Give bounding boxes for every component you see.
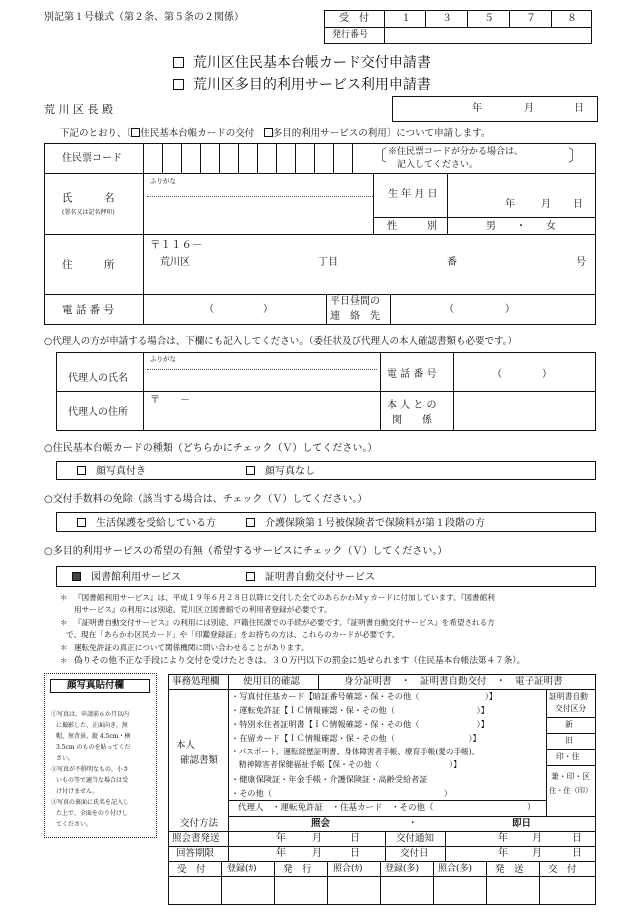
- inquiry-year: 年: [276, 833, 286, 844]
- stamp-header: 受 付: [177, 864, 206, 875]
- issue-no-label: 発行番号: [332, 30, 369, 40]
- deadline-day: 日: [350, 848, 360, 859]
- name-label: 氏 名: [62, 192, 115, 204]
- fee-opt1[interactable]: 生活保護を受給している方: [77, 518, 216, 529]
- sex-female[interactable]: 女: [546, 221, 556, 232]
- reception-col: ７: [526, 13, 536, 24]
- photo-checkbox[interactable]: [77, 466, 86, 475]
- services-opt1[interactable]: 図書館利用サービス: [72, 572, 181, 583]
- title2-checkbox[interactable]: [173, 79, 184, 90]
- id-label1: 本人: [176, 740, 196, 751]
- code-note2: 記入してください。: [397, 160, 479, 170]
- note-line: 用サービス』の利用には別途、荒川区立図書館での利用者登録が必要です。: [74, 605, 332, 614]
- id-item: ・特別永住者証明書【ＩＣ情報確認・保・その他（ ）】: [231, 719, 489, 729]
- deadline-year: 年: [276, 848, 286, 859]
- reception-col: ３: [442, 13, 452, 24]
- issue-month: 月: [532, 848, 542, 859]
- issue-date-label: 交付日: [400, 848, 429, 859]
- photo-title: 顔写真貼付欄: [67, 680, 125, 691]
- fee-opt2[interactable]: 介護保険第１号被保険者で保険料が第１段階の方: [246, 518, 485, 529]
- note-mark: ＊: [60, 656, 68, 665]
- proxy-paren-open: （: [492, 369, 502, 380]
- birth-label: 生 年 月 日: [388, 189, 438, 200]
- reception-col: ５: [484, 13, 494, 24]
- inquiry-day: 日: [350, 833, 360, 844]
- note-mark: ＊: [60, 593, 68, 602]
- right-col-text: 住・住（印）: [549, 786, 593, 795]
- code-label: 住民票コード: [62, 153, 122, 164]
- proxy-relation-label2: 関 係: [392, 415, 432, 426]
- notice-day: 日: [572, 833, 582, 844]
- proxy-postal: 〒 －: [150, 395, 190, 406]
- library-checkbox[interactable]: [72, 572, 81, 581]
- photo-note: いもの等で適当な場合は受: [56, 777, 129, 784]
- proxy-heading: ○代理人の方が申請する場合は、下欄にも記入してください。（委任状及び代理人の本人確認書類も必要です。）: [44, 336, 518, 347]
- contact-paren-open: （: [444, 304, 454, 315]
- id-item: ・運転免許証【ＩＣ情報確認・保・その他（ ）】: [231, 705, 489, 715]
- purpose-label: 使用目的確認: [243, 676, 301, 687]
- proxy-furigana-label: ふりがな: [150, 355, 176, 363]
- photo-note: た上で、全面をのり付けし: [56, 810, 128, 817]
- card-type-opt1[interactable]: 顔写真付き: [77, 466, 146, 477]
- sex-label: 性 別: [387, 221, 437, 232]
- notice-month: 月: [532, 833, 542, 844]
- deadline-label: 回答期限: [176, 848, 215, 859]
- ward-text: 荒川区: [160, 257, 190, 268]
- proxy-relation-label1: 本 人 と の: [387, 400, 437, 411]
- welfare-checkbox[interactable]: [77, 518, 86, 527]
- photo-note: 3.5cm のものを貼ってくだ: [56, 744, 131, 751]
- id-item: ・その他（ ）: [231, 788, 453, 798]
- services-opt2[interactable]: 証明書自動交付サービス: [246, 572, 375, 583]
- purpose-items: 身分証明書 ・ 証明書自動交付 ・ 電子証明書: [344, 676, 563, 687]
- method-dot: ・: [408, 818, 418, 829]
- proxy-paren-close: ）: [542, 369, 552, 380]
- stamp-header: 照合(ｶ): [333, 864, 363, 874]
- inquiry-month: 月: [312, 833, 322, 844]
- card-type-opt2[interactable]: 顔写真なし: [246, 466, 315, 477]
- chome-text: 丁目: [318, 257, 338, 268]
- code-note1: ※住民票コードが分かる場合は、: [388, 147, 524, 157]
- photo-note: け付けません。: [56, 788, 99, 795]
- intro-card-checkbox[interactable]: [131, 128, 140, 137]
- reception-col: ８: [567, 13, 577, 24]
- phone-paren-close: ）: [263, 304, 273, 315]
- phone-label: 電 話 番 号: [62, 304, 115, 316]
- note-line: 『図書館利用サービス』は、平成１９年６月２８日以降に交付した全てのあらかわＭｙカードに付加しています。『図書館利: [74, 593, 495, 602]
- form-id: 別記第１号様式（第２条、第５条の２関係）: [44, 12, 244, 23]
- stamp-header: 発 送: [495, 864, 524, 875]
- proxy-phone-label: 電 話 番 号: [387, 369, 437, 380]
- reception-label: 受 付: [339, 13, 369, 24]
- reception-col: １: [401, 13, 411, 24]
- date-year: 年: [472, 103, 482, 114]
- go-text: 号: [576, 257, 586, 268]
- right-col-text: 新: [565, 720, 573, 729]
- title-line1: 荒川区住民基本台帳カード交付申請書: [173, 56, 431, 70]
- issue-year: 年: [498, 848, 508, 859]
- stamp-header: 照合(多): [438, 864, 473, 874]
- method-same-day: 即日: [512, 818, 532, 829]
- photo-note: ②写真が不鮮明なもの、小さ: [51, 766, 129, 773]
- day-contact-label1: 平日昼間の: [330, 296, 380, 307]
- ban-text: 番: [447, 257, 457, 268]
- notice-label: 交付通知: [396, 833, 435, 844]
- addressee: 荒 川 区 長 殿: [44, 103, 113, 116]
- note-line: 『証明書自動交付サービス』の利用には別途、戸籍住民課での手続が必要です。『証明書自動交付サービス』を希望される方: [74, 618, 495, 627]
- birth-year: 年: [505, 199, 515, 210]
- notice-year: 年: [498, 833, 508, 844]
- office-header: 事務処理欄: [172, 676, 220, 687]
- id-item: ・パスポート、運転経歴証明書、身体障害者手帳、療育手帳(愛の手帳)、: [231, 747, 480, 756]
- issue-day: 日: [572, 848, 582, 859]
- fee-heading: ○交付手数料の免除（該当する場合は、チェック（Ｖ）してください。）: [44, 494, 368, 505]
- photo-note: ③写真の裏面に氏名を記入し: [51, 799, 130, 806]
- id-label2: 確認書類: [180, 755, 219, 766]
- note-line: 運転免許証の真正について関係機関に問い合わせることがあります。: [74, 643, 309, 652]
- proxy-address-label: 代理人の住所: [68, 407, 128, 418]
- deadline-month: 月: [312, 848, 322, 859]
- phone-paren-open: （: [204, 304, 214, 315]
- method-inquiry: 照会: [311, 818, 331, 829]
- stamp-header: 登録(ｶ): [227, 864, 257, 874]
- note-mark: ＊: [60, 618, 68, 627]
- contact-paren-close: ）: [505, 304, 515, 315]
- note-line: で、現在「あらかわ区民カード」や「印鑑登録証」をお持ちの方は、これらのカードが必要です。: [66, 630, 400, 639]
- date-month: 月: [524, 103, 534, 114]
- no-photo-checkbox[interactable]: [246, 466, 255, 475]
- id-item: 精神障害者保健福祉手帳【保・その他（ ）】: [231, 760, 462, 769]
- photo-note: ①写真は、申請前６か月以内: [51, 711, 130, 718]
- services-heading: ○多目的利用サービスの希望の有無（希望するサービスにチェック（Ｖ）してください。）: [44, 546, 448, 557]
- right-col-text: 旧: [565, 736, 573, 745]
- date-day: 日: [574, 103, 584, 114]
- id-item: ・在留カード【ＩＣ情報確認・保・その他（ ）】: [231, 733, 481, 743]
- note-mark: ＊: [60, 643, 68, 652]
- proxy-doc-row: 代理人 ・運転免許証 ・住基カード ・その他（ ）: [238, 803, 536, 813]
- furigana-label: ふりがな: [150, 177, 176, 185]
- proxy-name-label: 代理人の氏名: [68, 373, 128, 384]
- title1-checkbox[interactable]: [173, 57, 184, 68]
- bracket-right: 〕: [568, 146, 585, 165]
- name-sub-label: (署名又は記名押印): [62, 209, 115, 216]
- title-line2: 荒川区多目的利用サービス利用申請書: [173, 78, 431, 92]
- address-label: 住 所: [62, 259, 115, 271]
- bracket-left: 〔: [371, 146, 388, 165]
- intro-service-checkbox[interactable]: [264, 128, 273, 137]
- sex-separator: ・: [516, 221, 526, 232]
- sex-male[interactable]: 男: [486, 221, 496, 232]
- day-contact-label2: 連 絡 先: [330, 311, 380, 322]
- photo-note: さい。: [56, 755, 75, 762]
- photo-note: てください。: [56, 821, 93, 828]
- id-item: ・健康保険証・年金手帳・介護保険証・高齢受給者証: [231, 774, 428, 784]
- right-col-text: 印・住: [556, 752, 580, 761]
- stamp-header: 交 付: [548, 864, 577, 875]
- birth-day: 日: [573, 199, 583, 210]
- note-line: 偽りその他不正な手段により交付を受けたときは、３０万円以下の罰金に処せられます（住民基本台帳法第４７条）。: [74, 656, 526, 666]
- intro-text: 下記のとおり、〔 住民基本台帳カードの交付 多目的利用サービスの利用〕について申請します。: [60, 128, 491, 139]
- stamp-header: 発 行: [283, 864, 312, 875]
- birth-month: 月: [541, 199, 551, 210]
- inquiry-label: 照会書発送: [172, 833, 220, 844]
- card-type-heading: ○住民基本台帳カードの種類（どちらかにチェック（Ｖ）してください。）: [44, 443, 378, 454]
- postal-prefix: 〒１１６－: [150, 239, 203, 251]
- stamp-header: 登録(多): [385, 864, 420, 874]
- right-col-text: 兼・印・区: [551, 772, 590, 781]
- auto-cert-checkbox[interactable]: [246, 572, 255, 581]
- method-label: 交付方法: [180, 818, 219, 829]
- date-field[interactable]: [392, 96, 598, 122]
- photo-note: に撮影した、正面向き、無: [56, 722, 128, 729]
- right-col-text: 交付区分: [555, 704, 587, 713]
- care-insurance-checkbox[interactable]: [246, 518, 255, 527]
- photo-note: 帽、無背景、縦 4.5cm・横: [56, 733, 131, 740]
- right-col-text: 証明書自動: [549, 692, 588, 701]
- id-item: ・写真付住基カード【暗証番号確認・保・その他（ ）】: [231, 691, 498, 701]
